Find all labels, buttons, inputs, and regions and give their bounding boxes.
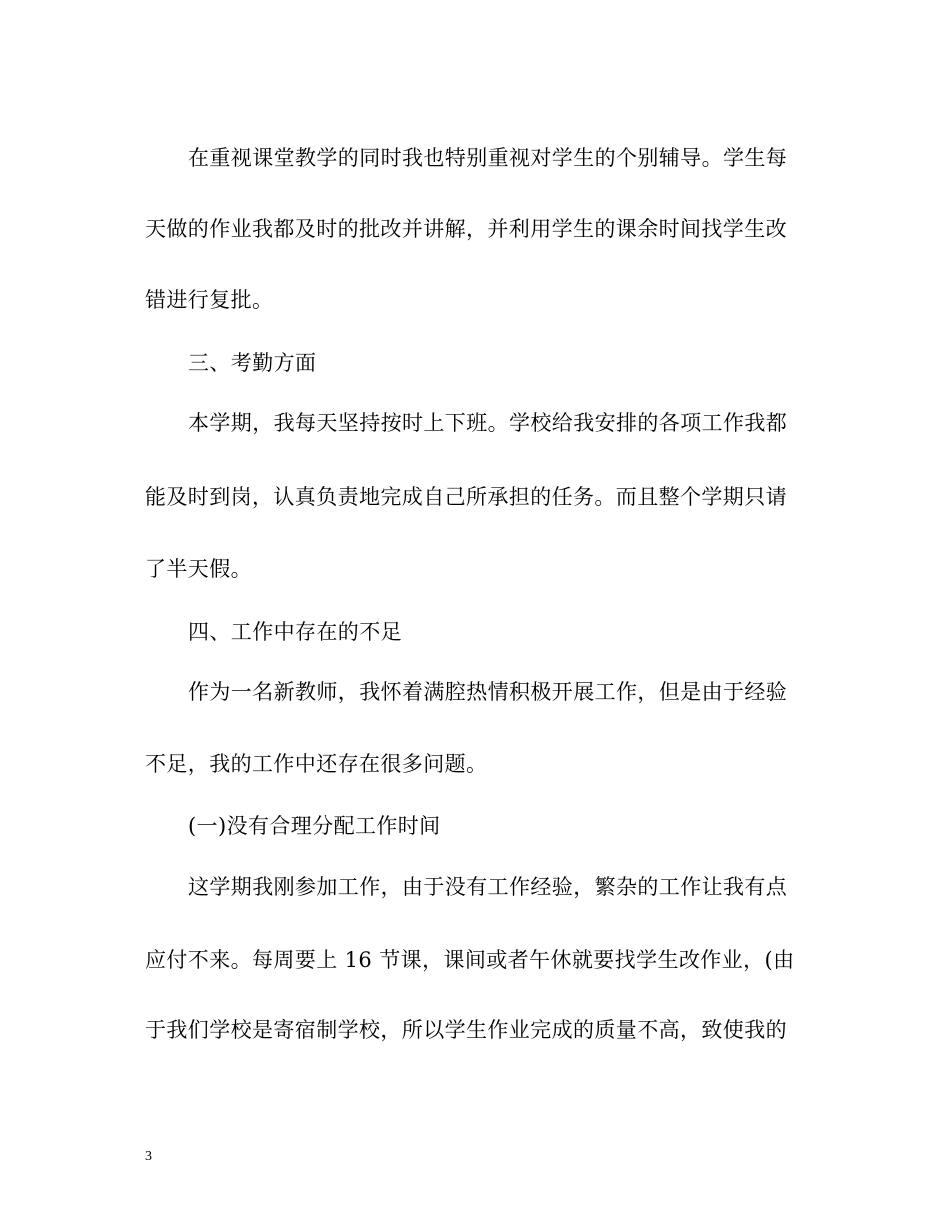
paragraph-line: 错进行复批。 bbox=[145, 288, 274, 312]
section-heading: 三、考勤方面 bbox=[188, 351, 317, 375]
page-number: 3 bbox=[145, 1149, 152, 1164]
paragraph-line: 这学期我刚参加工作，由于没有工作经验，繁杂的工作让我有点 bbox=[188, 875, 788, 899]
paragraph-line: 本学期，我每天坚持按时上下班。学校给我安排的各项工作我都 bbox=[188, 411, 788, 435]
paragraph-line: 应付不来。每周要上 16 节课，课间或者午休就要找学生改作业，(由 bbox=[145, 948, 795, 972]
paragraph-line: 不足，我的工作中还存在很多问题。 bbox=[145, 752, 488, 776]
paragraph-line: 于我们学校是寄宿制学校，所以学生作业完成的质量不高，致使我的 bbox=[145, 1018, 787, 1042]
paragraph-line: 能及时到岗，认真负责地完成自己所承担的任务。而且整个学期只请 bbox=[145, 485, 787, 509]
section-heading: 四、工作中存在的不足 bbox=[188, 620, 402, 644]
paragraph-line: 了半天假。 bbox=[145, 557, 252, 581]
paragraph-line: 在重视课堂教学的同时我也特别重视对学生的个别辅导。学生每 bbox=[188, 146, 788, 170]
paragraph-line: 天做的作业我都及时的批改并讲解，并利用学生的课余时间找学生改 bbox=[145, 217, 787, 241]
subsection-heading: (一)没有合理分配工作时间 bbox=[188, 814, 441, 838]
paragraph-line: 作为一名新教师，我怀着满腔热情积极开展工作，但是由于经验 bbox=[188, 680, 788, 704]
